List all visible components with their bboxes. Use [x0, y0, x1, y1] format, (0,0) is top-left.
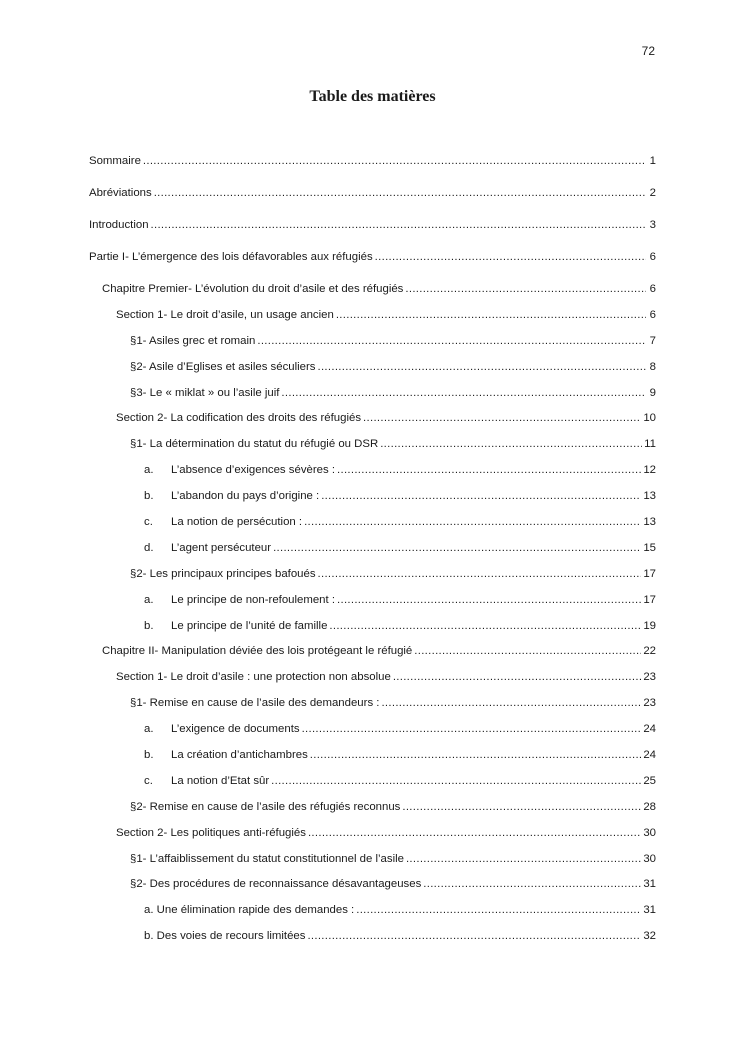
dot-leader — [402, 801, 641, 813]
dot-leader — [381, 697, 641, 709]
toc-entry-page: 15 — [643, 541, 656, 554]
toc-entry-label: §1- La détermination du statut du réfugié ou DSR — [130, 438, 379, 451]
toc-entry[interactable] — [89, 827, 656, 853]
dot-leader — [405, 283, 646, 295]
toc-entry[interactable] — [89, 309, 656, 335]
toc-entry[interactable] — [89, 930, 656, 956]
toc-entry[interactable] — [89, 723, 656, 749]
dot-leader — [375, 251, 646, 263]
toc-entry-label: La création d’antichambres — [171, 749, 308, 762]
toc-entry[interactable] — [89, 516, 656, 542]
toc-entry[interactable] — [89, 775, 656, 801]
toc-entry-page: 13 — [643, 516, 656, 529]
toc-entry-label: Sommaire — [89, 155, 141, 167]
dot-leader — [308, 827, 641, 839]
toc-entry[interactable] — [89, 904, 656, 930]
toc-entry-label: a. Une élimination rapide des demandes : — [144, 904, 355, 917]
toc-entry[interactable] — [89, 155, 656, 187]
toc-entry-label: L’abandon du pays d’origine : — [171, 490, 320, 503]
toc-entry-marker: c. — [144, 774, 153, 787]
toc-entry-page: 17 — [643, 567, 656, 580]
toc-entry-marker: b. — [144, 749, 154, 762]
toc-entry-page: 31 — [643, 878, 656, 891]
dot-leader — [336, 309, 646, 321]
toc-entry-page: 28 — [643, 800, 656, 813]
toc-entry-label: §2- Remise en cause de l’asile des réfugiés reconnus — [130, 800, 401, 813]
toc-entry-label: L’absence d’exigences sévères : — [171, 464, 336, 477]
toc-entry-label: Section 2- Les politiques anti-réfugiés — [116, 826, 306, 839]
dot-leader — [321, 490, 641, 502]
toc-entry-label: §2- Les principaux principes bafoués — [130, 567, 316, 580]
toc-entry[interactable] — [89, 251, 656, 283]
toc-entry[interactable] — [89, 542, 656, 568]
dot-leader — [257, 335, 646, 347]
toc-entry-marker: b. — [144, 490, 154, 503]
dot-leader — [414, 645, 641, 657]
toc-entry-marker: c. — [144, 516, 153, 529]
toc-entry-label: Le principe de non-refoulement : — [171, 593, 336, 606]
toc-entry-label: Chapitre II- Manipulation déviée des lois protégeant le réfugié — [102, 645, 413, 658]
toc-entry-page: 30 — [643, 826, 656, 839]
toc-entry-label: La notion de persécution : — [171, 516, 303, 529]
toc-entry-page: 24 — [643, 749, 656, 762]
toc-entry-label: L’exigence de documents — [171, 723, 300, 736]
toc-entry-page: 8 — [649, 360, 656, 373]
toc-entry-page: 6 — [649, 251, 656, 263]
toc-entry-page: 13 — [643, 490, 656, 503]
toc-entry[interactable] — [89, 187, 656, 219]
table-of-contents — [89, 155, 656, 956]
toc-entry-page: 3 — [649, 219, 656, 231]
dot-leader — [329, 620, 641, 632]
toc-entry-page: 24 — [643, 723, 656, 736]
dot-leader — [337, 464, 641, 476]
toc-entry[interactable] — [89, 283, 656, 309]
toc-entry[interactable] — [89, 361, 656, 387]
toc-entry-page: 7 — [649, 334, 656, 347]
toc-entry[interactable] — [89, 568, 656, 594]
dot-leader — [363, 412, 641, 424]
toc-entry[interactable] — [89, 387, 656, 413]
toc-entry[interactable] — [89, 671, 656, 697]
toc-entry-label: Le principe de l’unité de famille — [171, 619, 328, 632]
toc-entry-marker: a. — [144, 464, 154, 477]
toc-entry-marker: d. — [144, 541, 154, 554]
toc-entry-label: b. Des voies de recours limitées — [144, 930, 306, 943]
dot-leader — [151, 219, 646, 231]
toc-entry[interactable] — [89, 853, 656, 879]
dot-leader — [304, 516, 641, 528]
toc-entry-page: 31 — [643, 904, 656, 917]
toc-entry-label: Section 1- Le droit d’asile, un usage ancien — [116, 308, 334, 321]
toc-entry[interactable] — [89, 490, 656, 516]
toc-entry-label: §3- Le « miklat » ou l’asile juif — [130, 386, 280, 399]
toc-entry[interactable] — [89, 801, 656, 827]
toc-entry-label: Section 1- Le droit d’asile : une protection non absolue — [116, 671, 391, 684]
toc-entry[interactable] — [89, 749, 656, 775]
toc-entry[interactable] — [89, 335, 656, 361]
dot-leader — [307, 930, 641, 942]
toc-entry[interactable] — [89, 645, 656, 671]
dot-leader — [380, 438, 642, 450]
toc-entry-marker: a. — [144, 723, 154, 736]
toc-entry-page: 2 — [649, 187, 656, 199]
dot-leader — [318, 361, 647, 373]
toc-entry-page: 1 — [649, 155, 656, 167]
page-number: 72 — [641, 44, 655, 58]
toc-entry-page: 23 — [643, 671, 656, 684]
toc-entry[interactable] — [89, 594, 656, 620]
toc-entry-label: Partie I- L’émergence des lois défavorables aux réfugiés — [89, 251, 373, 263]
toc-entry-marker: b. — [144, 619, 154, 632]
toc-entry[interactable] — [89, 697, 656, 723]
toc-entry-label: Chapitre Premier- L’évolution du droit d’asile et des réfugiés — [102, 283, 404, 295]
toc-entry-page: 6 — [649, 308, 656, 321]
toc-entry[interactable] — [89, 438, 656, 464]
dot-leader — [273, 542, 641, 554]
toc-entry-label: Section 2- La codification des droits des réfugiés — [116, 412, 362, 425]
dot-leader — [281, 387, 646, 399]
toc-entry-page: 22 — [643, 645, 656, 658]
toc-entry[interactable] — [89, 464, 656, 490]
dot-leader — [356, 904, 641, 916]
toc-entry-page: 19 — [643, 619, 656, 632]
toc-entry-page: 32 — [643, 930, 656, 943]
toc-entry[interactable] — [89, 878, 656, 904]
toc-entry-label: La notion d’Etat sûr — [171, 774, 270, 787]
toc-entry[interactable] — [89, 412, 656, 438]
toc-entry-marker: a. — [144, 593, 154, 606]
dot-leader — [271, 775, 641, 787]
toc-entry[interactable] — [89, 219, 656, 251]
toc-entry-label: §2- Des procédures de reconnaissance désavantageuses — [130, 878, 422, 891]
toc-entry-page: 23 — [643, 697, 656, 710]
dot-leader — [406, 853, 641, 865]
toc-entry-label: Abréviations — [89, 187, 152, 199]
toc-entry-label: §2- Asile d’Eglises et asiles séculiers — [130, 360, 316, 373]
dot-leader — [337, 594, 641, 606]
dot-leader — [393, 671, 642, 683]
toc-entry-page: 17 — [643, 593, 656, 606]
toc-entry-page: 9 — [649, 386, 656, 399]
toc-entry-page: 30 — [643, 852, 656, 865]
toc-entry-label: §1- Remise en cause de l’asile des demandeurs : — [130, 697, 380, 710]
dot-leader — [318, 568, 642, 580]
toc-entry-label: §1- L’affaiblissement du statut constitutionnel de l’asile — [130, 852, 404, 865]
toc-entry-page: 25 — [643, 774, 656, 787]
toc-entry-label: L’agent persécuteur — [171, 541, 272, 554]
dot-leader — [423, 878, 641, 890]
dot-leader — [310, 749, 642, 761]
page-title: Table des matières — [309, 88, 436, 105]
toc-entry-page: 10 — [643, 412, 656, 425]
toc-entry-page: 11 — [644, 438, 656, 451]
toc-entry-page: 6 — [649, 283, 656, 295]
toc-entry-label: §1- Asiles grec et romain — [130, 334, 256, 347]
toc-entry[interactable] — [89, 620, 656, 646]
dot-leader — [143, 155, 646, 167]
toc-entry-page: 12 — [643, 464, 656, 477]
dot-leader — [154, 187, 646, 199]
toc-entry-label: Introduction — [89, 219, 149, 231]
dot-leader — [302, 723, 642, 735]
